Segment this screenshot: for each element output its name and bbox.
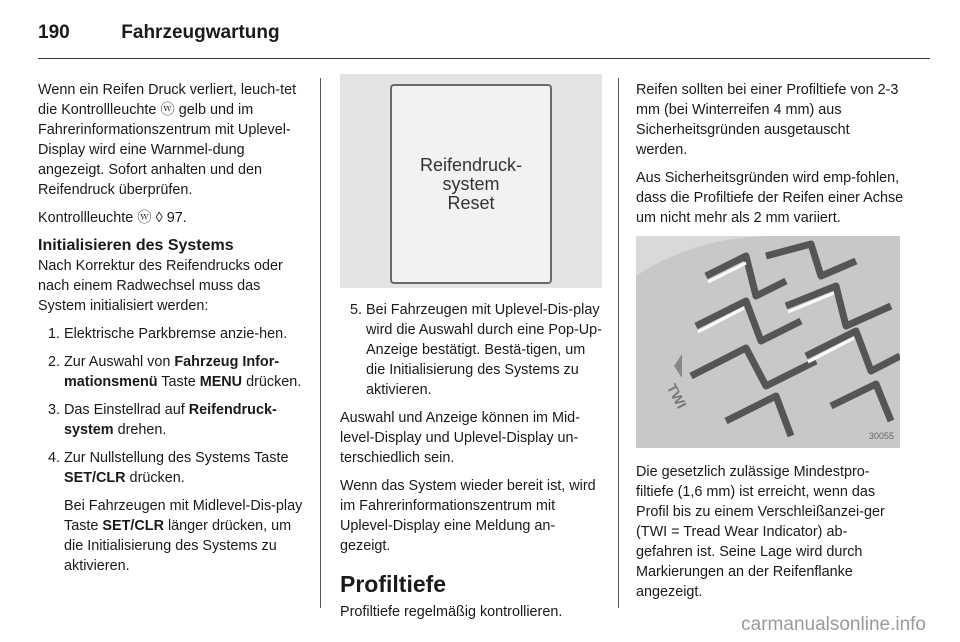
list-item — [38, 324, 306, 344]
display-line: Reset — [447, 192, 495, 213]
step-text: Bei Fahrzeugen mit Uplevel-Dis-play wird die Auswahl durch eine Pop-Up-Anzeige bestätigt. Bestä-tigen, um die Initialisierung des Systems zu aktivieren. — [366, 302, 602, 398]
step-number: 3. — [48, 402, 61, 418]
intro-paragraph: Wenn ein Reifen Druck verliert, leuch-tet die Kontrollleuchte ⓦ gelb und im Fahrerinformationszentrum mit Uplevel-Display wird eine Warnmel-dung angezeigt. Sofort anhalten und den Reifendruck überprüfen. — [38, 82, 297, 198]
tire-tread-icon — [636, 236, 900, 448]
menu-name: Reifendruck-system — [64, 402, 277, 438]
list-item — [38, 400, 306, 440]
display-line: system — [442, 173, 500, 194]
section-heading: Profiltiefe — [340, 571, 447, 597]
steps-list — [340, 300, 602, 400]
list-item — [38, 448, 306, 576]
display-illustration — [340, 74, 602, 288]
step-number: 2. — [48, 354, 61, 370]
section-intro: Nach Korrektur des Reifendrucks oder nach einem Radwechsel muss das System initialisiert werden: — [38, 258, 283, 314]
paragraph: Auswahl und Anzeige können im Mid-level-Display und Uplevel-Display un-terschiedlich sein. — [340, 410, 580, 466]
step-number: 1. — [48, 326, 61, 342]
step-subtext: Bei Fahrzeugen mit Midlevel-Dis-play Taste SET/CLR länger drücken, um die Initialisierung des Systems zu aktivieren. — [64, 498, 303, 574]
paragraph: Wenn das System wieder bereit ist, wird im Fahrerinformationszentrum mit Uplevel-Display eine Meldung an-gezeigt. — [340, 478, 596, 554]
column-divider — [618, 78, 619, 608]
steps-list — [38, 324, 306, 576]
list-item — [38, 352, 306, 392]
step-text: Elektrische Parkbremse anzie-hen. — [64, 326, 288, 342]
column-middle — [340, 74, 602, 630]
button-name: MENU — [199, 374, 243, 390]
step-text: Zur Auswahl von Fahrzeug Infor-mationsmenü Taste MENU drücken. — [64, 354, 302, 390]
paragraph: Aus Sicherheitsgründen wird emp-fohlen, dass die Profiltiefe der Reifen einer Achse um nicht mehr als 2 mm variiert. — [636, 170, 904, 226]
paragraph: Reifen sollten bei einer Profiltiefe von 2-3 mm (bei Winterreifen 4 mm) aus Sicherheitsgründen ausgetauscht werden. — [636, 82, 899, 158]
page-number: 190 — [38, 22, 70, 43]
step-number: 4. — [48, 450, 61, 466]
step-text: Zur Nullstellung des Systems Taste SET/CLR drücken. — [64, 450, 289, 486]
page-header — [38, 22, 280, 44]
step-number: 5. — [350, 302, 363, 318]
tire-tread-image — [636, 236, 900, 448]
column-left — [38, 80, 306, 584]
twi-marking: TWI — [663, 380, 690, 412]
paragraph: Profiltiefe regelmäßig kontrollieren. — [340, 604, 563, 620]
step-text: Das Einstellrad auf Reifendruck-system drehen. — [64, 402, 277, 438]
menu-name: Fahrzeug Infor-mationsmenü — [64, 354, 280, 390]
paragraph: Die gesetzlich zulässige Mindestpro-filtiefe (1,6 mm) ist erreicht, wenn das Profil bis zu einem Verschleißanzei-ger (TWI = Tread Wear Indicator) ab-gefahren ist. Seine Lage wird durch Markierungen an der Reifenflanke angezeigt. — [636, 464, 885, 600]
button-name: SET/CLR — [102, 518, 164, 534]
section-title: Initialisieren des Systems — [38, 237, 234, 254]
watermark: carmanualsonline.info — [741, 614, 926, 635]
column-divider — [320, 78, 321, 608]
image-code: 30055 — [868, 431, 894, 441]
page-title: Fahrzeugwartung — [121, 22, 280, 43]
list-item — [340, 300, 602, 400]
lamp-reference: Kontrollleuchte ⓦ ◊ 97. — [38, 210, 187, 226]
column-right — [636, 80, 904, 610]
header-rule — [38, 58, 930, 59]
display-line: Reifendruck- — [419, 154, 523, 175]
button-name: SET/CLR — [64, 470, 126, 486]
display-screen — [390, 84, 552, 284]
